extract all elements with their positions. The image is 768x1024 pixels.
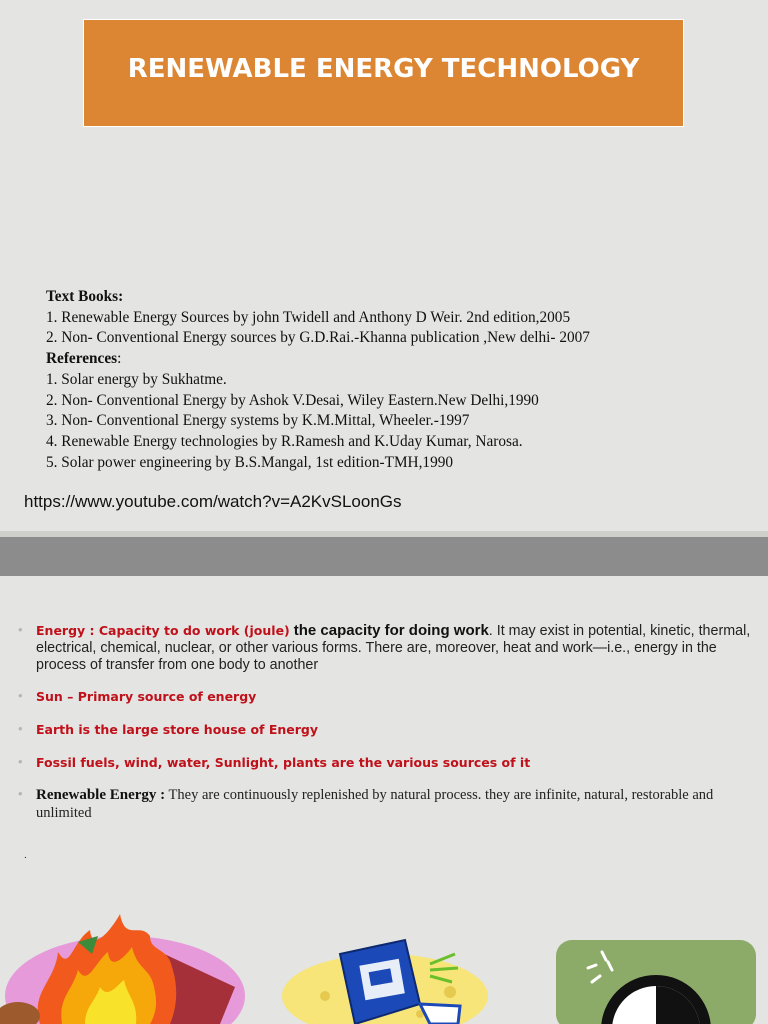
renewable-label: Renewable Energy : bbox=[36, 787, 166, 803]
references-heading: References bbox=[46, 350, 118, 368]
reference-item: 2. Non- Conventional Energy by Ashok V.Desai, Wiley Eastern.New Delhi,1990 bbox=[46, 391, 539, 409]
energy-definition-strong: the capacity for doing work bbox=[293, 622, 489, 639]
slide-title: RENEWABLE ENERGY TECHNOLOGY bbox=[127, 54, 640, 84]
bullet-dot: • bbox=[18, 786, 23, 801]
bullet-earth bbox=[18, 721, 766, 739]
sun-text: Sun – Primary source of energy bbox=[36, 689, 257, 704]
reference-item: 3. Non- Conventional Energy systems by K.M.Mittal, Wheeler.-1997 bbox=[46, 412, 470, 430]
clock-clipart bbox=[556, 940, 756, 1024]
bullet-dot: • bbox=[18, 754, 23, 769]
bullet-list bbox=[18, 622, 766, 834]
bullet-dot: • bbox=[18, 688, 23, 703]
references-block bbox=[46, 287, 746, 473]
textbook-item: 1. Renewable Energy Sources by john Twidell and Anthony D Weir. 2nd edition,2005 bbox=[46, 308, 571, 326]
slide-divider bbox=[0, 537, 768, 576]
bullet-dot: • bbox=[18, 622, 23, 637]
fire-clipart bbox=[0, 912, 250, 1024]
sources-text: Fossil fuels, wind, water, Sunlight, plants are the various sources of it bbox=[36, 755, 531, 770]
renewable-text: They are continuously replenished by natural process. they are infinite, natural, restorable and unlimited bbox=[36, 787, 714, 821]
slide-2 bbox=[0, 576, 768, 1024]
computer-clipart bbox=[280, 934, 495, 1024]
reference-item: 5. Solar power engineering by B.S.Mangal, 1st edition-TMH,1990 bbox=[46, 453, 454, 471]
bullet-dot: • bbox=[18, 721, 23, 736]
bullet-sun bbox=[18, 688, 766, 706]
earth-text: Earth is the large store house of Energy bbox=[36, 722, 319, 737]
video-link[interactable]: https://www.youtube.com/watch?v=A2KvSLoonGs bbox=[24, 492, 402, 511]
textbook-item: 2. Non- Conventional Energy sources by G.D.Rai.-Khanna publication ,New delhi- 2007 bbox=[46, 329, 590, 347]
title-banner bbox=[83, 19, 684, 127]
reference-item: 1. Solar energy by Sukhatme. bbox=[46, 370, 227, 388]
textbooks-heading: Text Books: bbox=[46, 288, 124, 305]
references-colon: : bbox=[117, 350, 122, 368]
bullet-energy-definition bbox=[18, 622, 766, 674]
bullet-renewable bbox=[18, 786, 766, 822]
energy-definition-label: Energy : Capacity to do work (joule) bbox=[36, 623, 290, 638]
bullet-sources bbox=[18, 754, 766, 772]
references-heading-line bbox=[46, 349, 746, 370]
stray-dot: . bbox=[24, 850, 27, 861]
energy-definition-text: . It may exist in potential, kinetic, thermal, electrical, chemical, nuclear, or other various forms. There are, moreover, heat and work—i.e., energy in the process of transfer from one body to another bbox=[36, 623, 751, 673]
reference-item: 4. Renewable Energy technologies by R.Ramesh and K.Uday Kumar, Narosa. bbox=[46, 432, 523, 450]
